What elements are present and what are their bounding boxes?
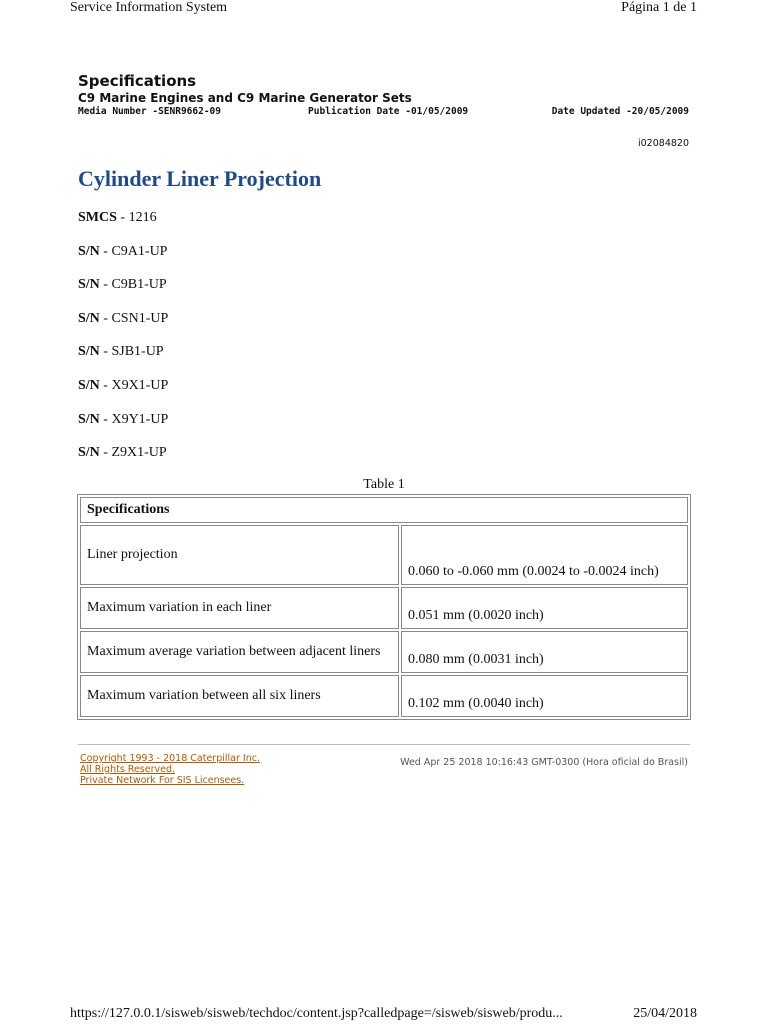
table-caption: Table 1 [363,477,405,492]
table-row [80,675,688,717]
table-row [80,631,688,673]
spec-value-cell: 0.051 mm (0.0020 inch) [401,587,688,629]
sn-label: S/N [78,277,100,293]
sn-label: S/N [78,243,100,259]
sn-row [78,412,168,446]
sn-value: - Z9X1-UP [99,445,167,461]
copyright-link[interactable]: Copyright 1993 - 2018 Caterpillar Inc. [80,753,260,764]
sn-value: - C9B1-UP [99,277,167,293]
sn-row [78,277,168,311]
spec-value-cell: 0.102 mm (0.0040 inch) [401,675,688,717]
publication-date: Publication Date -01/05/2009 [308,106,469,117]
sn-row [78,244,168,278]
sn-label: S/N [78,445,100,461]
sn-label: S/N [78,310,100,326]
sn-row [78,344,168,378]
smcs-label: SMCS [78,210,117,225]
print-footer-date: 25/04/2018 [633,1006,697,1021]
sn-value: - C9A1-UP [99,243,168,259]
footer-timestamp: Wed Apr 25 2018 10:16:43 GMT-0300 (Hora oficial do Brasil) [400,757,688,768]
spec-label-cell: Maximum variation between all six liners [80,675,399,717]
spec-value-cell: 0.060 to -0.060 mm (0.0024 to -0.0024 inch) [401,525,688,585]
spec-label-cell: Maximum average variation between adjacent liners [80,631,399,673]
sn-label: S/N [78,377,100,393]
media-number: Media Number -SENR9662-09 [78,106,221,117]
rights-link[interactable]: All Rights Reserved. [80,764,176,775]
footer-links [80,753,260,786]
sn-label: S/N [78,411,100,427]
specifications-table [77,494,691,720]
sn-row [78,311,168,345]
doc-section-title: Specifications [78,72,197,90]
table-row [80,525,688,585]
spec-label-cell: Liner projection [80,525,399,585]
sn-value: - CSN1-UP [99,310,169,326]
sn-value: - X9X1-UP [99,377,169,393]
sn-label: S/N [78,344,100,360]
sn-row [78,445,168,479]
print-header-system-name: Service Information System [70,0,228,15]
licensee-link[interactable]: Private Network For SIS Licensees. [80,775,245,786]
table-header-row [80,497,688,523]
smcs-row [78,210,168,244]
spec-value-cell: 0.080 mm (0.0031 inch) [401,631,688,673]
table-header-cell: Specifications [80,497,688,523]
doc-subtitle: C9 Marine Engines and C9 Marine Generator Sets [78,91,412,105]
sn-value: - SJB1-UP [99,344,164,360]
applicability-list [78,210,168,479]
print-header-page-indicator: Página 1 de 1 [621,0,697,15]
sn-value: - X9Y1-UP [99,411,169,427]
smcs-value: - 1216 [116,210,157,225]
page-title: Cylinder Liner Projection [78,166,322,191]
date-updated: Date Updated -20/05/2009 [551,106,689,117]
sn-row [78,378,168,412]
doc-id: i02084820 [638,138,689,149]
footer-divider [78,744,690,745]
table-row [80,587,688,629]
print-footer-url: https://127.0.0.1/sisweb/sisweb/techdoc/content.jsp?calledpage=/sisweb/sisweb/produ... [70,1006,563,1021]
spec-label-cell: Maximum variation in each liner [80,587,399,629]
